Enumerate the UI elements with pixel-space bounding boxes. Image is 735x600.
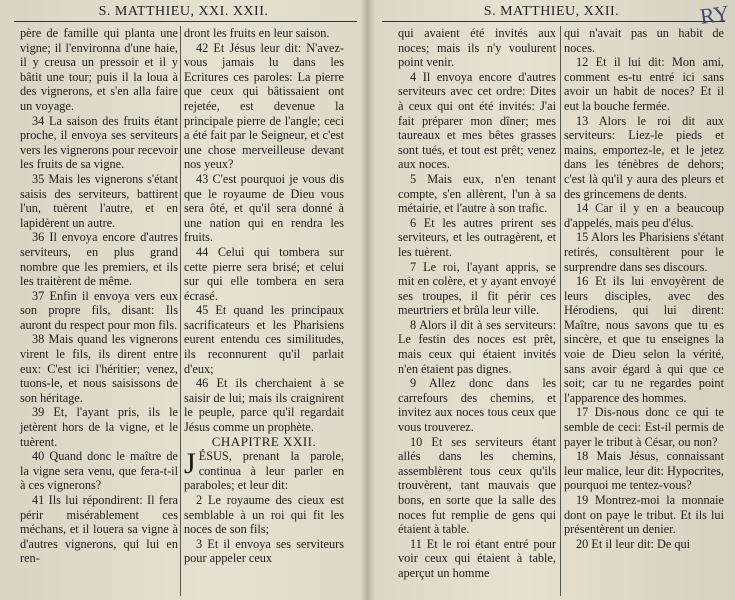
verse-text: qui avaient été invités aux noces; mais ils n'y voulurent point venir. — [398, 26, 556, 70]
verse — [398, 70, 556, 172]
header-rule — [382, 21, 725, 22]
verse — [564, 230, 724, 274]
verse-text: Et quand les principaux sacrificateurs et les Pharisiens eurent entendu ces similitudes, ils reconnurent qu'il parlait d'eux; — [184, 303, 344, 376]
verse — [184, 41, 344, 172]
verse-text: Allez donc dans les carrefours des chemins, et invitez aux noces tous ceux que vous trouverez. — [398, 376, 556, 435]
verse-text: C'est pourquoi je vous dis que le royaume de Dieu vous sera ôté, et qu'il sera donné à une nation qui en rendra les fruits. — [184, 171, 344, 245]
verse-number: 11 — [410, 536, 422, 551]
verse — [398, 26, 556, 70]
verse-number: 20 — [576, 536, 589, 551]
verse — [184, 26, 344, 41]
verse — [184, 245, 344, 303]
verse-text: Quand donc le maître de la vigne sera venu, que fera-t-il à ces vignerons? — [20, 449, 179, 493]
chapter-opening-verse — [184, 449, 344, 493]
column-divider — [180, 26, 181, 596]
verse — [184, 376, 344, 434]
verse-text: ÉSUS, prenant la parole, continua à leur parler en paraboles; et leur dit: — [184, 449, 344, 493]
verse — [184, 303, 344, 376]
verse-number: 6 — [410, 215, 417, 230]
verse-number: 15 — [576, 230, 589, 245]
text-column-2 — [564, 26, 724, 551]
verse-text: Le royaume des cieux est semblable à un roi qui fit les noces de son fils; — [184, 493, 345, 537]
verse-text: Et, l'ayant pris, ils le jetèrent hors de la vigne, et le tuèrent. — [20, 405, 179, 449]
verse-text: Alors il dit à ses serviteurs: Le festin des noces est prêt, mais ceux qui étaient invités n'en étaient pas dignes. — [398, 317, 556, 376]
verse — [564, 55, 724, 113]
verse-number: 36 — [32, 230, 45, 245]
verse-text: Et il envoya ses serviteurs pour appeler ceux — [184, 536, 345, 566]
verse-text: Alors le roi dit aux serviteurs: Liez-le pieds et mains, emportez-le, et le jetez dans les ténèbres de dehors; c'est là qu'il y aura des pleurs et des grincemens de dents. — [564, 113, 724, 201]
verse-text: Le roi, l'ayant appris, se mit en colère, et y ayant envoyé ses troupes, il fit périr ces meurtriers et brûla leur ville. — [398, 259, 556, 318]
verse-text: Dis-nous donc ce qui te semble de ceci: Est-il permis de payer le tribut à César, ou non? — [564, 405, 724, 449]
verse-number: 2 — [196, 493, 203, 507]
verse-text: Enfin il envoya vers eux son propre fils, disant: Ils auront du respect pour mon fils. — [20, 288, 179, 332]
verse — [398, 537, 556, 581]
verse-text: Alors les Pharisiens s'étant retirés, consultèrent pour le surprendre dans ses discours. — [564, 230, 724, 274]
verse-number: 44 — [196, 244, 209, 259]
drop-cap: J — [184, 447, 196, 481]
verse — [398, 172, 556, 216]
verse-number: 38 — [32, 332, 45, 347]
verse-number: 10 — [410, 434, 423, 449]
handwritten-page-mark: RY — [697, 0, 731, 29]
verse-number: 3 — [196, 536, 203, 551]
page-header: S. MATTHIEU, XXI. XXII. — [98, 4, 269, 19]
verse-text: La saison des fruits étant proche, il envoya ses serviteurs vers les vignerons pour recevoir les fruits de sa vigne. — [20, 113, 178, 172]
verse — [564, 449, 724, 493]
verse — [20, 289, 178, 333]
verse-text: Montrez-moi la monnaie dont on paye le tribut. Et ils lui présentèrent un denier. — [564, 493, 725, 537]
verse — [564, 405, 724, 449]
verse — [184, 537, 344, 566]
verse-text: Et Jésus leur dit: N'avez-vous jamais lu dans les Ecritures ces paroles: La pierre que ceux qui bâtissaient ont rejetée, est devenue la principale pierre de l'angle; ceci a été fait par le Seigneur, et c'est une chose merveilleuse devant nos yeux? — [184, 40, 345, 172]
verse-group — [184, 493, 344, 566]
header-rule — [14, 21, 357, 22]
verse-number: 17 — [576, 405, 589, 420]
verse — [184, 172, 344, 245]
verse-number: 5 — [410, 171, 417, 186]
verse-number: 18 — [576, 449, 589, 464]
verse-text: Mais Jésus, connaissant leur malice, leur dit: Hypocrites, pourquoi me tentez-vous? — [564, 449, 724, 493]
verse-number: 16 — [576, 274, 589, 289]
verse-text: Et il lui dit: Mon ami, comment es-tu entré ici sans avoir un habit de noces? Et il eut la bouche fermée. — [564, 55, 724, 113]
verse-number: 7 — [410, 259, 417, 274]
verse-number: 9 — [410, 376, 417, 391]
verse-text: Mais quand les vignerons virent le fils, ils dirent entre eux: C'est ici l'héritier; venez, tuons-le, et nous saisissons de son héritage. — [20, 332, 179, 405]
verse-number: 37 — [32, 288, 45, 303]
verse — [20, 26, 178, 114]
verse-number: 14 — [576, 201, 589, 216]
verse — [564, 537, 724, 552]
verse-number: 19 — [576, 493, 589, 507]
verse-number: 40 — [32, 449, 45, 464]
verse-text: Et ses serviteurs étant allés dans les chemins, assemblèrent tous ceux qu'ils trouvèrent, tant mauvais que bons, en sorte que la salle des noces fut remplie de gens qui étaient à table. — [398, 434, 556, 537]
left-page — [0, 0, 367, 600]
verse-text: Mais eux, n'en tenant compte, s'en allèrent, l'un à sa métairie, et l'autre à son trafic. — [398, 171, 556, 216]
text-column-2 — [184, 26, 344, 566]
verse-number: 12 — [576, 55, 589, 70]
verse — [20, 172, 178, 230]
verse-text: Et ils lui envoyèrent de leurs disciples, avec des Hérodiens, qui lui dirent: Maître, nous savons que tu es sincère, et que tu enseignes la voie de Dieu selon la vérité, sans avoir égard à qui que ce soit; car tu ne regardes point l'apparence des hommes. — [564, 274, 725, 405]
verse — [20, 114, 178, 172]
verse — [184, 493, 344, 537]
verse-number: 45 — [196, 303, 209, 318]
verse-number: 13 — [576, 113, 589, 128]
verse — [398, 376, 556, 434]
page-header: S. MATTHIEU, XXII. — [483, 4, 620, 19]
verse — [564, 201, 724, 230]
verse — [398, 260, 556, 318]
verse-number: 35 — [32, 171, 45, 186]
verse-text: Et le roi étant entré pour voir ceux qui étaient à table, aperçut un homme — [398, 536, 556, 580]
verse-text: Et ils cherchaient à se saisir de lui; mais ils craignirent le peuple, parce qu'il regardait Jésus comme un prophète. — [184, 376, 344, 435]
right-page — [368, 0, 735, 600]
verse-text: Ils lui répondirent: Il fera périr misérablement ces méchans, et il louera sa vigne à d'autres vignerons, qui lui en ren- — [20, 493, 178, 566]
verse — [20, 230, 178, 288]
verse — [20, 493, 178, 566]
verse-text: Celui qui tombera sur cette pierre sera brisé; et celui sur qui elle tombera en sera écrasé. — [184, 244, 344, 303]
verse-number: 4 — [410, 69, 417, 84]
column-divider — [560, 26, 561, 596]
verse-group — [184, 26, 344, 435]
verse-text: Et il leur dit: De qui — [591, 536, 691, 551]
verse-number: 43 — [196, 171, 209, 186]
verse-number: 39 — [32, 405, 45, 420]
verse — [564, 26, 724, 55]
verse-text: Et les autres prirent ses serviteurs, et les outragèrent, et les tuèrent. — [398, 215, 556, 259]
verse-number: 41 — [32, 493, 45, 507]
verse — [398, 318, 556, 376]
text-column-1 — [398, 26, 556, 581]
verse — [564, 274, 724, 405]
verse-text: dront les fruits en leur saison. — [184, 26, 330, 40]
verse — [20, 449, 178, 493]
verse-text: Car il y en a beaucoup d'appelés, mais peu d'élus. — [564, 201, 724, 230]
verse — [398, 216, 556, 260]
verse — [564, 493, 724, 537]
verse-number: 46 — [196, 376, 209, 391]
verse-number: 34 — [32, 113, 45, 128]
verse-text: Mais les vignerons s'étant saisis des serviteurs, battirent l'un, tuèrent l'autre, et en lapidèrent un autre. — [20, 171, 178, 230]
verse-number: 8 — [410, 317, 417, 332]
verse-text: père de famille qui planta une vigne; il l'environna d'une haie, il y creusa un pressoir et il y bâtit une tour; puis il la loua à des vignerons, et s'en alla faire un voyage. — [20, 26, 178, 113]
text-column-1 — [20, 26, 178, 566]
verse-number: 42 — [196, 40, 209, 55]
verse — [20, 332, 178, 405]
verse — [564, 114, 724, 202]
chapter-heading: CHAPITRE XXII. — [211, 433, 317, 449]
verse-text: Il envoya encore d'autres serviteurs avec cet ordre: Dites à ceux qui ont été invités: J'ai fait préparer mon dîner; mes taureaux et mes bêtes grasses sont tués, et tout est prêt; venez aux noces. — [398, 69, 556, 172]
verse-text: Il envoya encore d'autres serviteurs, en plus grand nombre que les premiers, et ils les traitèrent de même. — [20, 230, 178, 289]
verse — [20, 405, 178, 449]
verse — [398, 435, 556, 537]
verse-text: qui n'avait pas un habit de noces. — [564, 26, 724, 55]
